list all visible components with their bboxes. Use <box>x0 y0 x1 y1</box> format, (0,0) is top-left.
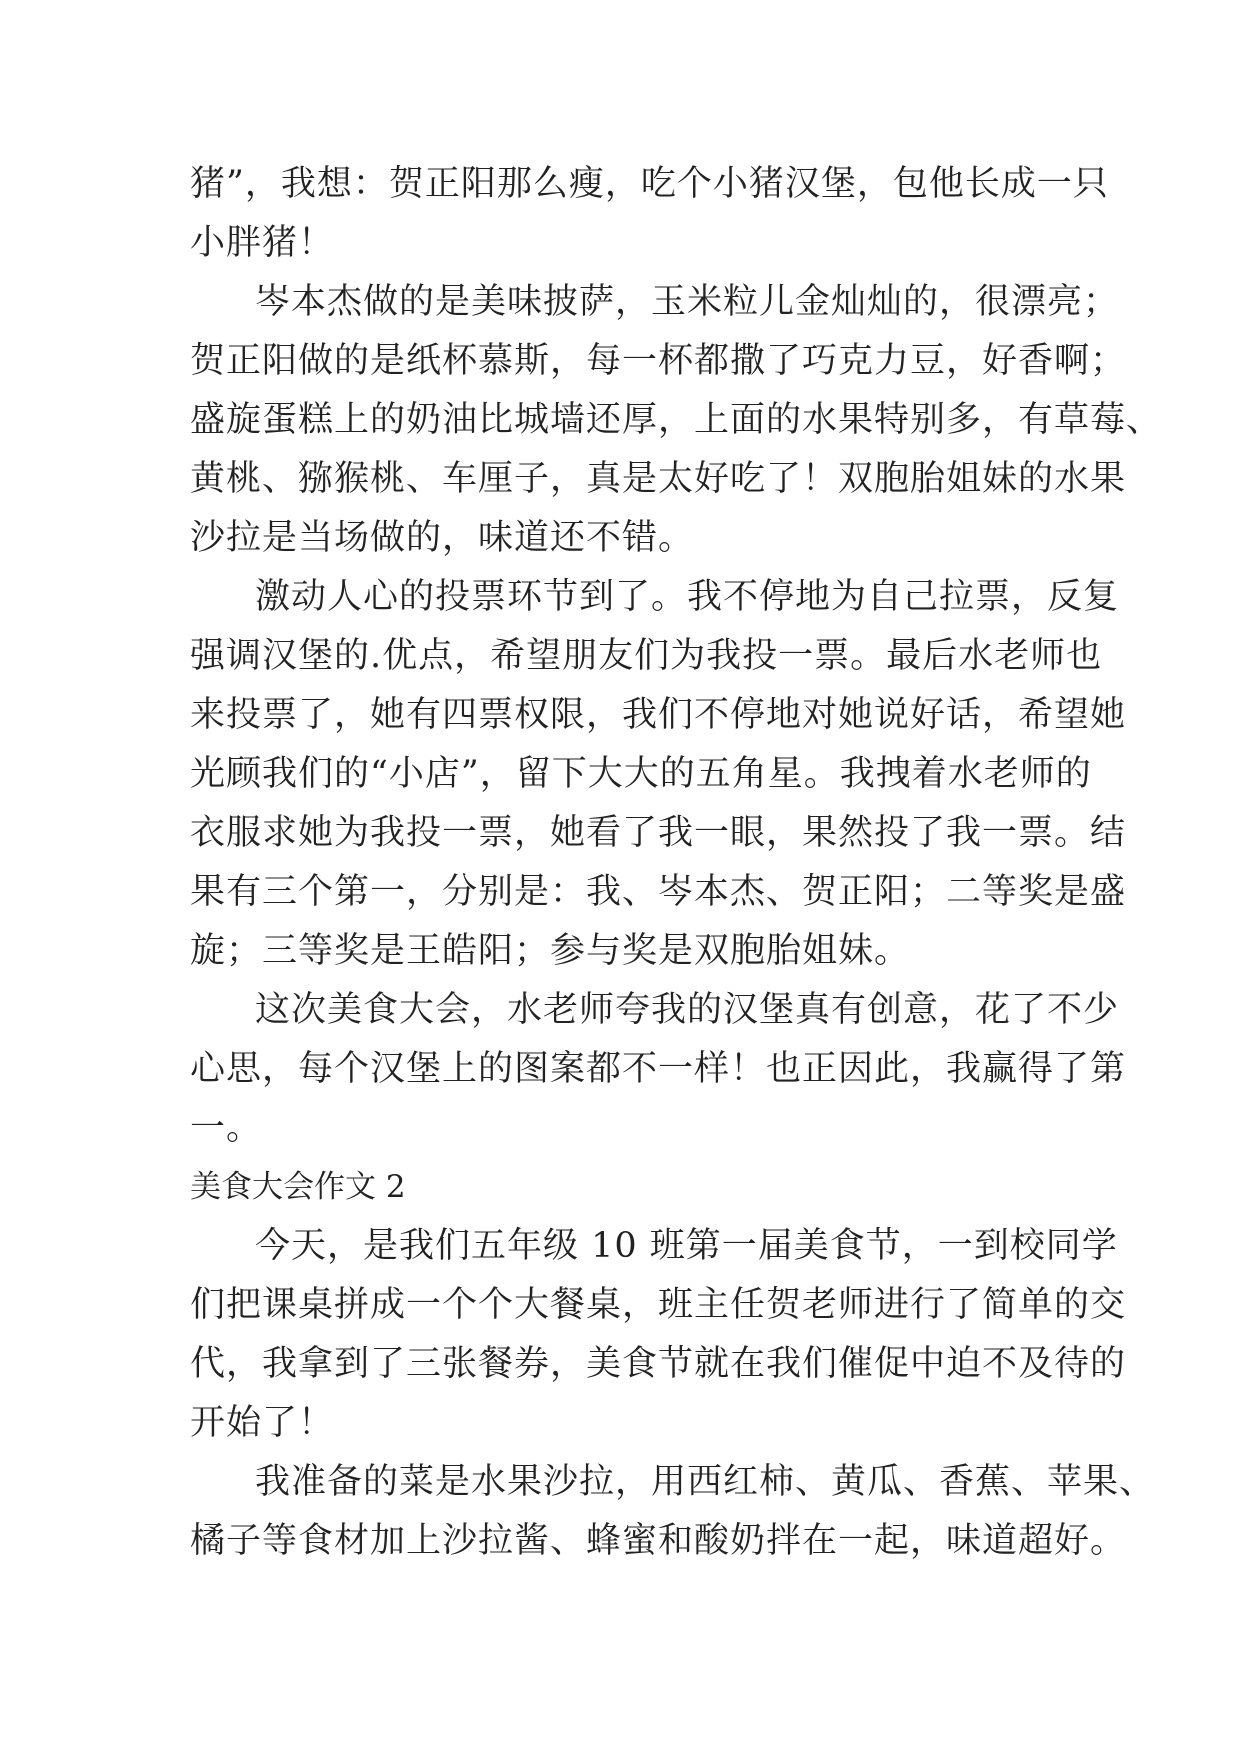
paragraph <box>190 1217 1127 1453</box>
text-line: 盛旋蛋糕上的奶油比城墙还厚，上面的水果特别多，有草莓、 <box>190 400 1163 440</box>
text-line: 光顾我们的“小店”，留下大大的五角星。我拽着水老师的 <box>190 754 1092 794</box>
paragraph <box>190 1453 1156 1571</box>
text-line: 橘子等食材加上沙拉酱、蜂蜜和酸奶拌在一起，味道超好。 <box>190 1521 1127 1561</box>
text-line: 们把课桌拼成一个个大餐桌，班主任贺老师进行了简单的交 <box>190 1285 1127 1325</box>
text-line: 小胖猪！ <box>190 223 335 263</box>
document-page <box>190 155 1163 1571</box>
text-line: 这次美食大会，水老师夸我的汉堡真有创意，花了不少 <box>255 990 1120 1030</box>
text-line: 代，我拿到了三张餐券，美食节就在我们催促中迫不及待的 <box>190 1344 1127 1384</box>
text-line: 岑本杰做的是美味披萨，玉米粒儿金灿灿的，很漂亮； <box>255 282 1120 322</box>
text-line: 沙拉是当场做的，味道还不错。 <box>190 518 695 558</box>
paragraph <box>190 981 1127 1158</box>
text-line: 我准备的菜是水果沙拉，用西红柿、黄瓜、香蕉、苹果、 <box>255 1462 1156 1502</box>
text-line: 旋；三等奖是王皓阳；参与奖是双胞胎姐妹。 <box>190 931 911 971</box>
text-line: 猪”，我想：贺正阳那么瘦，吃个小猪汉堡，包他长成一只 <box>190 164 1109 204</box>
text-line: 衣服求她为我投一票，她看了我一眼，果然投了我一票。结 <box>190 813 1127 853</box>
text-line: 贺正阳做的是纸杯慕斯，每一杯都撒了巧克力豆，好香啊； <box>190 341 1127 381</box>
text-line: 来投票了，她有四票权限，我们不停地对她说好话，希望她 <box>190 695 1127 735</box>
text-line: 强调汉堡的.优点，希望朋友们为我投一票。最后水老师也 <box>190 636 1103 676</box>
text-line: 果有三个第一，分别是：我、岑本杰、贺正阳；二等奖是盛 <box>190 872 1127 912</box>
text-line: 黄桃、猕猴桃、车厘子，真是太好吃了！双胞胎姐妹的水果 <box>190 459 1127 499</box>
text-line: 一。 <box>190 1108 263 1148</box>
text-line: 心思，每个汉堡上的图案都不一样！也正因此，我赢得了第 <box>190 1049 1127 1089</box>
paragraph <box>190 155 1109 273</box>
text-line: 今天，是我们五年级 10 班第一届美食节，一到校同学 <box>255 1226 1118 1266</box>
paragraph <box>190 273 1163 568</box>
text-line: 开始了！ <box>190 1403 335 1443</box>
section-title: 美食大会作文 2 <box>190 1169 406 1205</box>
paragraph <box>190 568 1127 981</box>
text-line: 激动人心的投票环节到了。我不停地为自己拉票，反复 <box>255 577 1120 617</box>
